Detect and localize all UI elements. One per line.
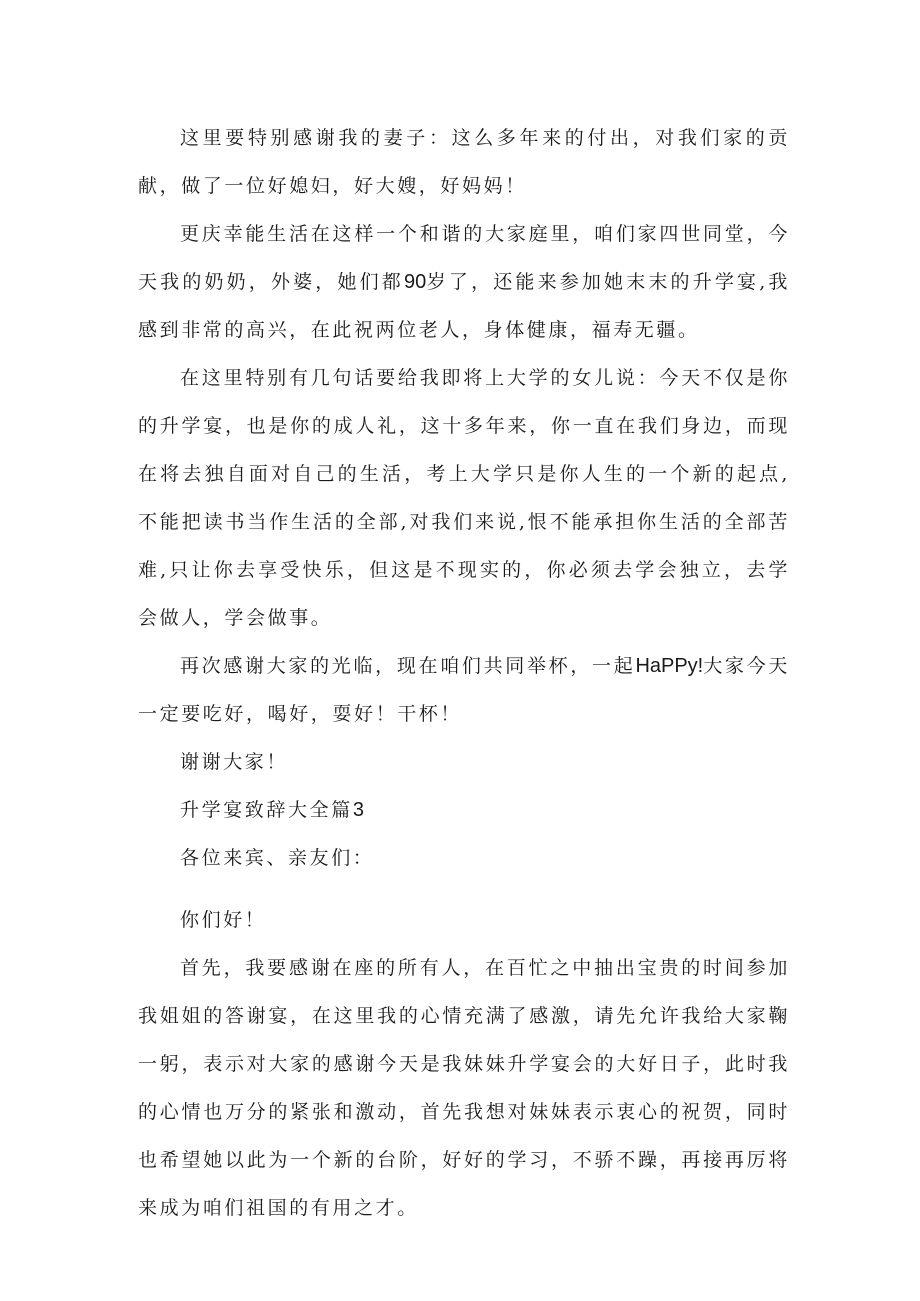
text-fragment: 岁了，还能来参加她末末的升学宴,我感到非常的高兴，在此祝两位老人，身体健康，福寿无疆。 (138, 271, 790, 341)
document-page (138, 114, 790, 1232)
paragraph-greeting: 各位来宾、亲友们： (180, 847, 375, 869)
paragraph-hello: 你们好！ (180, 909, 267, 931)
paragraph-family (138, 210, 790, 354)
heading-text: 升学宴致辞大全篇 (180, 799, 353, 821)
text-fragment: 大家今天一定要吃好，喝好，耍好！干杯！ (138, 655, 790, 725)
paragraph-thank-you: 谢谢大家！ (180, 751, 289, 773)
section-heading (138, 786, 790, 834)
text-fragment: 再次感谢大家的光临，现在咱们共同举杯，一起 (180, 655, 636, 677)
paragraph-toast (138, 642, 790, 738)
paragraph-sister: 首先，我要感谢在座的所有人，在百忙之中抽出宝贵的时间参加我姐姐的答谢宴，在这里我的心情充满了感激，请先允许我给大家鞠一躬，表示对大家的感谢今天是我妹妹升学宴会的大好日子，此时我的心情也万分的紧张和激动，首先我想对妹妹表示衷心的祝贺，同时也希望她以此为一个新的台阶，好好的学习，不骄不躁，再接再厉将来成为咱们祖国的有用之才。 (138, 957, 790, 1219)
text-happy: HaPPy! (635, 655, 704, 677)
number-age: 90 (403, 271, 427, 293)
text-fragment: 更庆幸能生活在这样一个和谐的大家庭里，咱们家四世同堂，今天我的奶奶，外婆，她们都 (138, 223, 790, 293)
paragraph-daughter: 在这里特别有几句话要给我即将上大学的女儿说：今天不仅是你的升学宴，也是你的成人礼，这十多年来，你一直在我们身边，而现在将去独自面对自己的生活，考上大学只是你人生的一个新的起点,不能把读书当作生活的全部,对我们来说,恨不能承担你生活的全部苦难,只让你去享受快乐，但这是不现实的，你必须去学会独立，去学会做人，学会做事。 (138, 367, 790, 629)
paragraph-thanks-wife: 这里要特别感谢我的妻子：这么多年来的付出，对我们家的贡献，做了一位好媳妇，好大嫂，好妈妈！ (138, 127, 790, 197)
heading-number: 3 (352, 799, 364, 821)
